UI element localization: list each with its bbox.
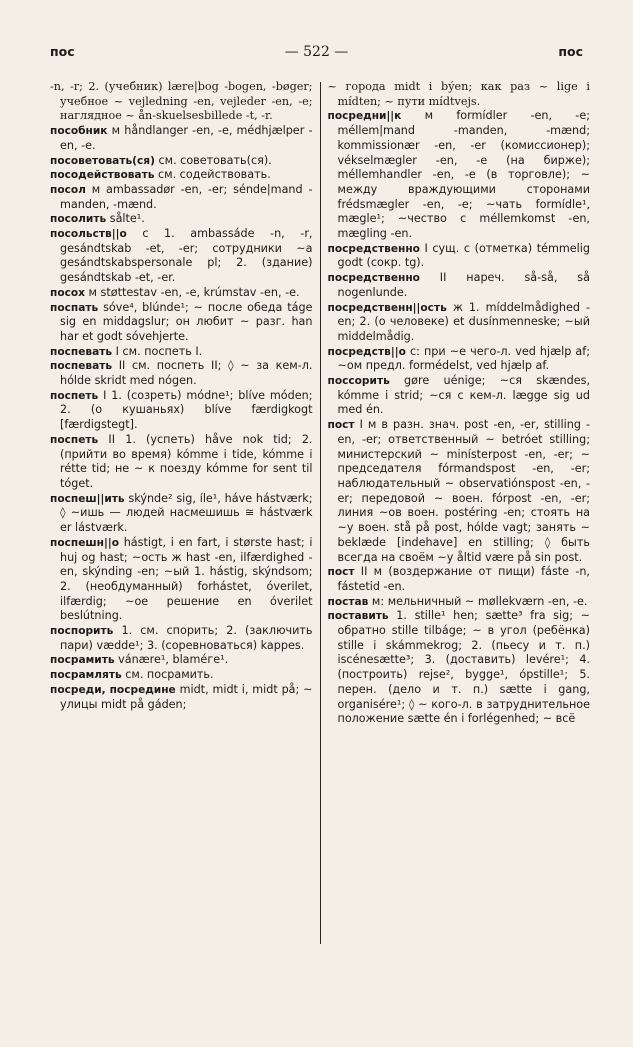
- entry-definition: II см. поспеть II; ◊ ~ за кем-л. hólde skridt med nógen.: [60, 359, 313, 388]
- entry-definition: 1. см. спорить; 2. (заключить пари) vædde¹; 3. (соревноваться) kappes.: [60, 624, 313, 652]
- entry-headword: посрамлять: [50, 669, 122, 682]
- entry-headword: посольств||о: [50, 228, 127, 241]
- dictionary-entry: [328, 345, 591, 374]
- entry-headword: посредственно: [327, 242, 420, 255]
- two-column-body: [50, 80, 590, 948]
- dictionary-entry: [50, 286, 313, 301]
- dictionary-entry: [328, 609, 591, 727]
- entry-definition: II м (воздержание от пищи) fáste -n, fástetid -en.: [337, 565, 590, 593]
- entry-definition: м: мельничный ~ møllekværn -en, -e.: [368, 594, 588, 608]
- dictionary-entry: [50, 492, 313, 536]
- entry-definition: см. содействовать.: [154, 168, 271, 182]
- dictionary-entry: [50, 433, 313, 492]
- dictionary-entry: [50, 668, 313, 683]
- entry-definition: I 1. (созреть) módne¹; blíve móden; 2. (о кушаньях) blíve færdigkogt [færdigstegt].: [60, 388, 313, 432]
- entry-definition: I см. поспеть I.: [112, 344, 203, 358]
- dictionary-entry: [328, 418, 591, 565]
- entry-headword: поспевать: [50, 360, 113, 373]
- dictionary-entry: [50, 345, 313, 360]
- entry-definition: м støttestav -en, -e, krúmstav -en, -e.: [85, 285, 300, 299]
- entry-headword: поставить: [327, 610, 389, 623]
- entry-headword: поспорить: [50, 625, 114, 638]
- entry-headword: посредственно: [327, 272, 420, 285]
- dictionary-entry: [328, 109, 591, 241]
- entry-headword: поспеть: [50, 433, 99, 446]
- entry-headword: поспевать: [50, 345, 113, 358]
- dictionary-entry: [50, 183, 313, 212]
- entry-headword: поспешн||о: [50, 536, 119, 549]
- dictionary-entry: [328, 271, 591, 300]
- entry-headword: постав: [327, 595, 369, 608]
- entry-definition: sóve⁴, blúnde¹; ~ после обеда táge sig en middagslur; он любит ~ разг. han har et godt sóvehjerte.: [60, 300, 313, 343]
- entry-definition: vánære¹, blaméгe¹.: [114, 653, 229, 667]
- entry-headword: поспеть: [50, 389, 99, 402]
- entry-definition: см. посрамить.: [121, 668, 214, 682]
- page-number: — 522 —: [284, 44, 349, 60]
- dictionary-entry: [328, 301, 591, 345]
- entry-definition: sålte¹.: [106, 212, 145, 226]
- dictionary-entry: [50, 227, 313, 286]
- page-header: [50, 44, 583, 66]
- entry-definition: с 1. ambassáde -n, -r, gesándtskab -et, -er; сотрудники ~а gesándtskabspersonale pl; 2. (здание) gesándtskab -et, -er.: [60, 227, 313, 285]
- entry-definition: 1. stille¹ hen; sætte³ fra sig; ~ обратно stille tilbáge; ~ в угол (ребёнка) stille i skámmekrog; 2. (пьесу и т. п.) iscénesætte³; 3. (доставить) levére¹; 4. (построить) rejse², bygge¹, ópstille¹; 5. перен. (дело и т. п.) sætte i gang, organisére¹; ◊ ~ кого-л. в затруднительное положение sætte én i forlégenhed; ~ всё: [337, 609, 590, 726]
- entry-headword: поссорить: [327, 375, 390, 388]
- entry-definition: skýnde² sig, íle¹, háve hástværk; ◊ ~ишь — людей насмешишь ≅ hástværk er lástværk.: [60, 491, 313, 535]
- entry-definition: midt, midt i, midt på; ~ улицы midt på gáden;: [60, 682, 313, 711]
- dictionary-entry: [50, 389, 313, 433]
- entry-definition: I м в разн. знач. post -en, -er, stilling -en, -er; ответственный ~ betróet stilling; министерский ~ minísterpost -en, -er; ~ председателя fórmandspost -en, -er; наблюдательный ~ observatiónspost -en, -er; передовой ~ воен. fórpost -en, -er; линия ~ов воен. postéring -en; стоять на ~у воен. stå på post, hólde vagt; занять ~ beklæde [indehave] en stilling; ◊ быть всегда на своём ~у åltid være på sin post.: [337, 418, 590, 564]
- entry-definition: ж 1. míddelmådighed -en; 2. (о человеке) et dusínmenneske; ~ый middelmådig.: [337, 300, 590, 343]
- dictionary-entry: [50, 624, 313, 653]
- entry-definition: hástigt, i en fart, i største hast; i huj og hast; ~ость ж hast -en, ilfærdighed -en, skýnding -en; ~ый 1. hástig, skýndsom; 2. (необдуманный) forhástet, óverilet, ilfærdig; ~ое решение en óverilet beslútning.: [60, 535, 313, 623]
- entry-headword: пост: [327, 419, 355, 432]
- dictionary-entry: [328, 242, 591, 271]
- entry-headword: посредственн||ость: [327, 301, 447, 314]
- dictionary-entry: [50, 653, 313, 668]
- entry-definition: I сущ. с (отметка) témmelig godt (сокр. tg).: [337, 241, 590, 270]
- entry-definition: м formídler -en, -e; méllem|mand -manden, -mænd; kommissionær -en, -er (комиссионер); vékselmægler -en, -e (на бирже); méllemhandler -en, -e (в торговле); ~ между враждующими сторонами frédsmægler -en, -e; ~чать formídle¹, mægle¹; ~чество с méllemkomst -en, mægling -en.: [337, 109, 590, 241]
- entry-headword: посодействовать: [50, 169, 155, 182]
- entry-definition: м håndlanger -en, -e, médhjælper -en, -e.: [60, 124, 313, 152]
- entry-headword: посоветовать(ся): [50, 154, 155, 167]
- entry-headword: посолить: [50, 213, 107, 226]
- entry-definition: II 1. (успеть) håve nok tid; 2. (прийти во время) kómme i tide, kómme i rétte tid; не ~ к поезду kómme for sent til tóget.: [60, 432, 313, 490]
- dictionary-entry: [50, 154, 313, 169]
- entry-definition: II нареч. så-så, så nogenlunde.: [337, 271, 590, 299]
- entry-headword: посредни||к: [327, 110, 402, 123]
- entry-definition: м ambassadør -en, -er; sénde|mand -manden, -mænd.: [60, 182, 313, 211]
- header-left-guide-word: пос: [50, 44, 75, 59]
- entry-definition: gøre uénige; ~ся skændes, kómme i strid; ~ся с кем-л. lægge sig ud med én.: [337, 374, 590, 417]
- dictionary-entry: [50, 536, 313, 624]
- entry-headword: поспеш||ить: [50, 492, 125, 505]
- entry-headword: поспать: [50, 301, 99, 314]
- dictionary-entry: ~ города midt i býen; как раз ~ lige i mídten; ~ пути mídtvejs.: [327, 80, 590, 108]
- dictionary-entry: [328, 595, 591, 610]
- header-right-guide-word: пос: [558, 44, 583, 59]
- entry-headword: посол: [50, 183, 86, 196]
- dictionary-entry: [50, 359, 313, 388]
- dictionary-entry: [328, 565, 591, 594]
- entry-definition: см. советовать(ся).: [154, 153, 272, 167]
- dictionary-entry: [50, 683, 313, 712]
- entry-headword: посреди, посредине: [50, 683, 176, 696]
- dictionary-entry: [50, 212, 313, 227]
- entry-headword: посрамить: [50, 654, 115, 667]
- dictionary-entry: -n, -r; 2. (учебник) lære|bog -bogen, -bøger; учебное ~ vejledning -en, vejleder -en, -e; наглядное ~ ån-skuelsesbillede -t, -r.: [50, 80, 313, 123]
- dictionary-entry: [50, 168, 313, 183]
- dictionary-entry: [50, 124, 313, 153]
- entry-definition: с: при ~е чего-л. ved hjælp af; ~ом предл. formédelst, ved hjælp af.: [337, 344, 590, 373]
- entry-headword: посох: [50, 286, 85, 299]
- right-column: [321, 80, 591, 948]
- dictionary-entry: [50, 301, 313, 345]
- entry-headword: посредств||о: [327, 345, 406, 358]
- bottom-margin: [0, 960, 633, 1047]
- entry-headword: пособник: [50, 125, 108, 138]
- entry-headword: пост: [327, 566, 355, 579]
- left-column: [50, 80, 320, 948]
- dictionary-entry: [328, 374, 591, 418]
